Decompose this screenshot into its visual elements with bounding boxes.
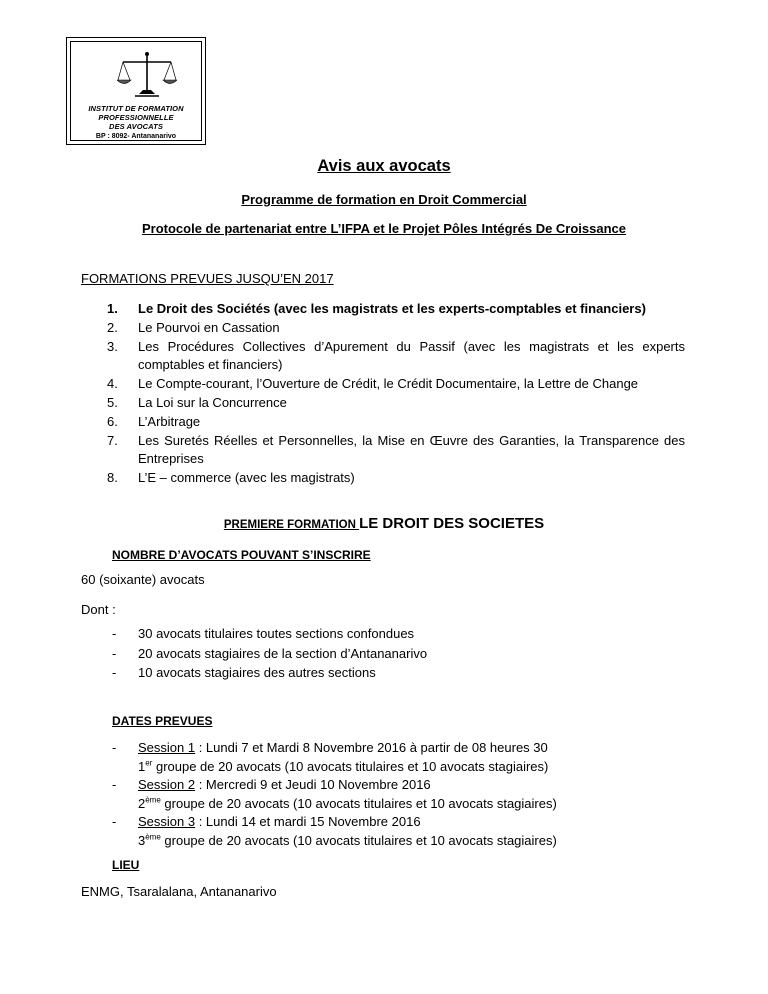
group-ordinal: ème <box>145 832 161 842</box>
list-item-text: Les Suretés Réelles et Personnelles, la Mise en Œuvre des Garanties, la Transparence des Entreprises <box>138 432 685 467</box>
list-item-text: Les Procédures Collectives d’Apurement du Passif (avec les magistrats et les experts comptables et financiers) <box>138 338 685 373</box>
dash-bullet: - <box>112 740 117 755</box>
list-item <box>107 300 685 319</box>
list-item-number: 3. <box>107 338 118 354</box>
session-item <box>112 813 557 850</box>
location-heading: LIEU <box>112 858 140 872</box>
list-item <box>107 338 685 376</box>
list-item <box>107 413 685 432</box>
dash-bullet: - <box>112 645 117 661</box>
list-item-text: 20 avocats stagiaires de la section d’Antananarivo <box>138 645 428 661</box>
scales-of-justice-icon <box>117 50 177 102</box>
list-item <box>107 375 685 394</box>
list-item <box>107 432 685 470</box>
session-date-line <box>138 776 557 795</box>
dash-bullet: - <box>112 626 117 641</box>
list-item-text: 30 avocats titulaires toutes sections confondues <box>138 626 415 641</box>
dash-bullet: - <box>112 665 117 680</box>
logo-line-1: INSTITUT DE FORMATION <box>88 104 184 113</box>
session-label: Session 1 <box>138 740 196 755</box>
group-number: 2 <box>138 795 146 811</box>
registration-count-heading: NOMBRE D’AVOCATS POUVANT S’INSCRIRE <box>112 548 371 562</box>
registration-total: 60 (soixante) avocats <box>81 572 205 587</box>
program-subtitle: Programme de formation en Droit Commercial <box>241 192 527 207</box>
session-item <box>112 776 557 813</box>
list-item-text: Le Pourvoi en Cassation <box>138 319 280 335</box>
list-item <box>112 644 427 664</box>
dates-heading: DATES PREVUES <box>112 714 213 728</box>
session-date-line <box>138 813 557 832</box>
list-item-text: La Loi sur la Concurrence <box>138 394 287 410</box>
list-item <box>107 319 685 338</box>
list-item-number: 6. <box>107 413 118 429</box>
formations-heading: FORMATIONS PREVUES JUSQU’EN 2017 <box>81 271 334 286</box>
list-item-number: 8. <box>107 470 118 486</box>
group-description: groupe de 20 avocats (10 avocats titulaires et 10 avocats stagiaires) <box>152 758 549 774</box>
group-description: groupe de 20 avocats (10 avocats titulaires et 10 avocats stagiaires) <box>160 832 557 848</box>
logo-inner-frame <box>70 41 202 141</box>
list-item-text: Le Compte-courant, l’Ouverture de Crédit, le Crédit Documentaire, la Lettre de Change <box>138 376 639 392</box>
session-date: : Lundi 7 et Mardi 8 Novembre 2016 à partir de 08 heures 30 <box>195 740 548 755</box>
group-ordinal: ème <box>145 795 161 805</box>
sessions-list <box>112 739 557 850</box>
session-label: Session 3 <box>138 814 196 829</box>
logo-institute-name <box>71 104 201 131</box>
logo-address: BP : 8092- Antananarivo <box>95 133 177 140</box>
session-label: Session 2 <box>138 777 196 792</box>
logo-line-2: PROFESSIONNELLE <box>98 113 174 122</box>
formations-list <box>107 300 685 488</box>
session-group-line <box>138 795 557 814</box>
attendee-breakdown-list <box>112 624 427 683</box>
location-text: ENMG, Tsaralalana, Antananarivo <box>81 884 277 899</box>
dash-bullet: - <box>112 814 117 829</box>
list-item <box>107 394 685 413</box>
session-group-line <box>138 832 557 851</box>
session-date: : Mercredi 9 et Jeudi 10 Novembre 2016 <box>195 777 431 792</box>
logo-line-3: DES AVOCATS <box>109 122 163 131</box>
list-item-number: 5. <box>107 394 118 410</box>
list-item-number: 2. <box>107 319 118 335</box>
session-item <box>112 739 557 776</box>
group-number: 1 <box>138 758 146 774</box>
list-item-text: L’Arbitrage <box>138 413 201 429</box>
list-item-text: 10 avocats stagiaires des autres sections <box>138 665 376 680</box>
group-description: groupe de 20 avocats (10 avocats titulaires et 10 avocats stagiaires) <box>160 795 557 811</box>
first-training-topic: LE DROIT DES SOCIETES <box>359 515 545 532</box>
session-group-line <box>138 758 557 777</box>
group-number: 3 <box>138 832 146 848</box>
group-ordinal: er <box>145 758 153 768</box>
dash-bullet: - <box>112 777 117 792</box>
list-item <box>107 469 685 488</box>
first-training-heading <box>0 515 768 533</box>
first-training-label: PREMIERE FORMATION <box>223 519 360 531</box>
list-item-text: L’E – commerce (avec les magistrats) <box>138 470 355 486</box>
list-item-number: 7. <box>107 432 118 448</box>
list-item-number: 1. <box>107 301 118 316</box>
list-item-text: Le Droit des Sociétés (avec les magistrats et les experts-comptables et financiers) <box>138 301 646 316</box>
page-title: Avis aux avocats <box>317 157 451 175</box>
list-item <box>112 624 427 644</box>
list-item <box>112 663 427 683</box>
session-date-line <box>138 739 557 758</box>
institute-logo <box>66 37 206 145</box>
partnership-subtitle: Protocole de partenariat entre L’IFPA et le Projet Pôles Intégrés De Croissance <box>141 221 627 236</box>
session-date: : Lundi 14 et mardi 15 Novembre 2016 <box>195 814 421 829</box>
dont-label: Dont : <box>81 602 116 617</box>
list-item-number: 4. <box>107 376 118 392</box>
